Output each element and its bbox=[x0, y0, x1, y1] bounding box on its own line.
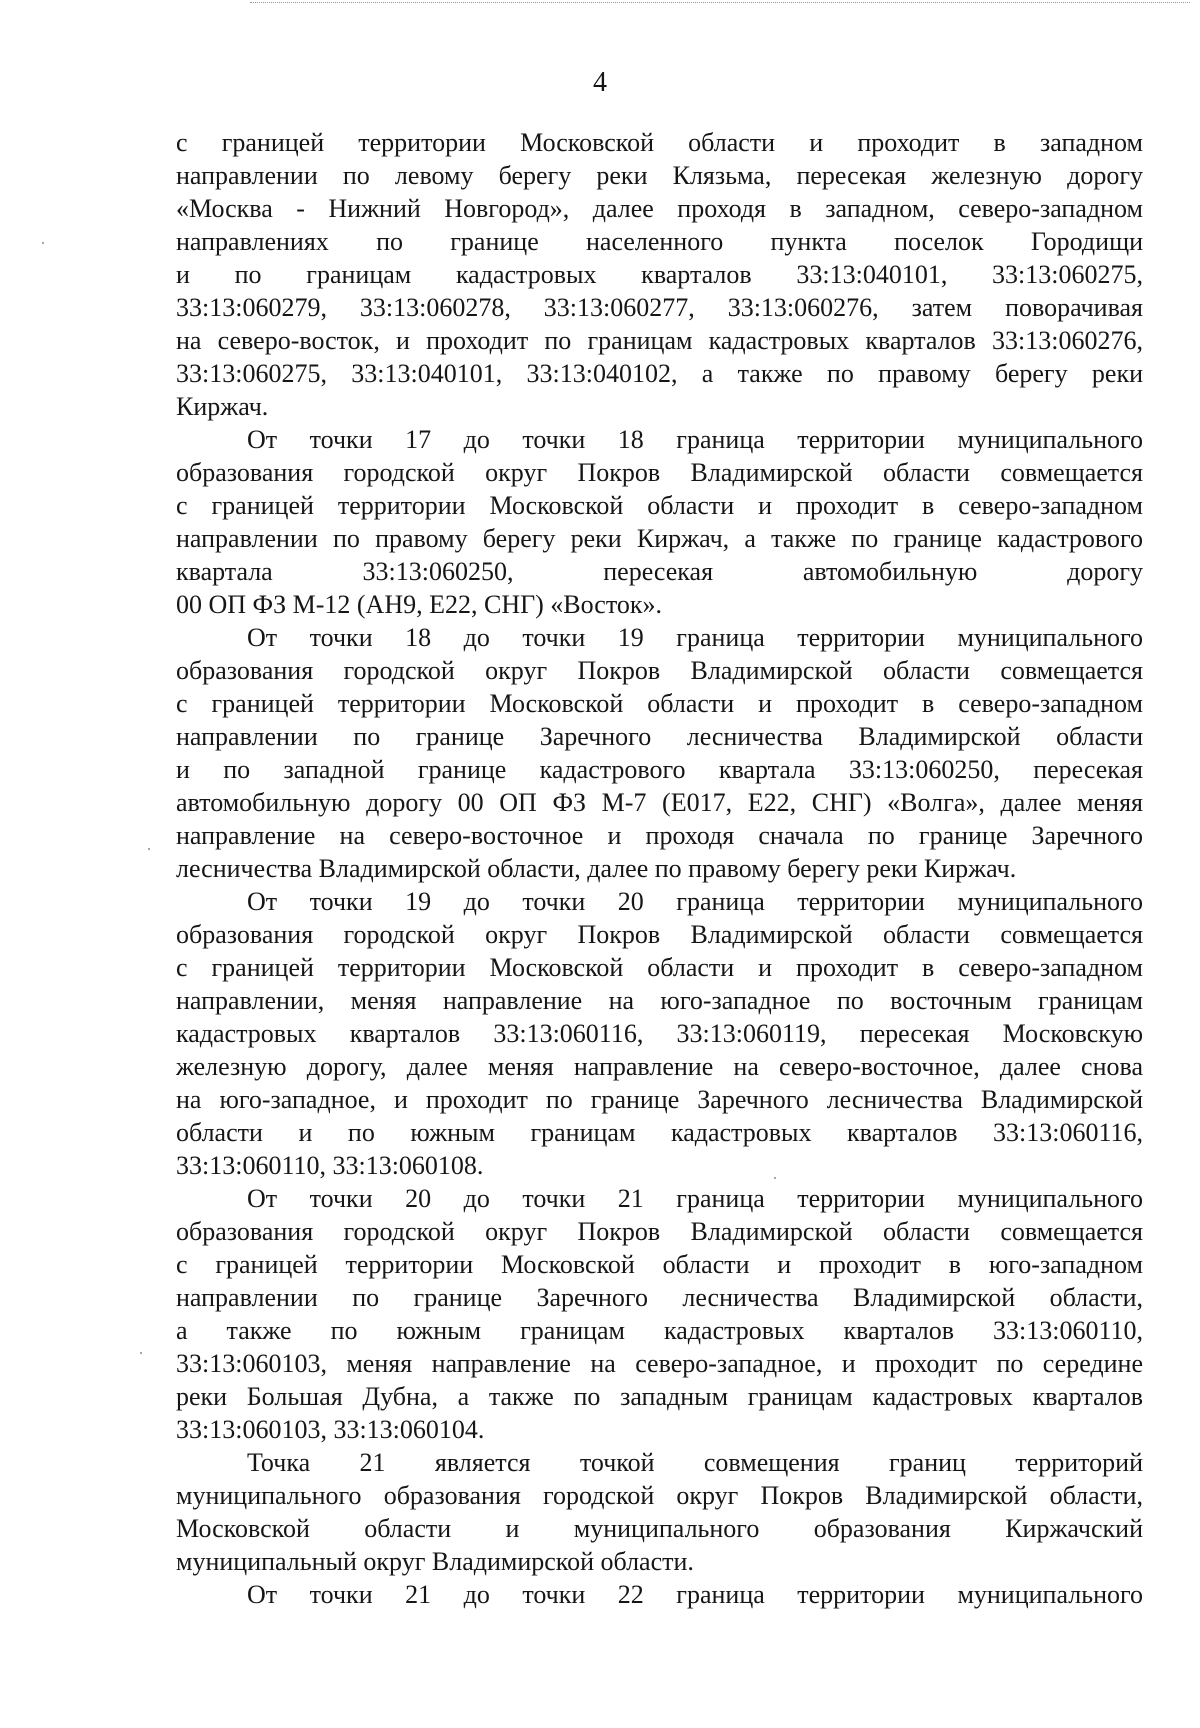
text-line: направлении по правому берегу реки Киржач, а также по границе кадастрового bbox=[176, 524, 1143, 553]
text-line: 33:13:060110, 33:13:060108. bbox=[176, 1151, 484, 1180]
text-line: с границей территории Московской области и проходит в северо-западном bbox=[176, 953, 1143, 982]
text-line: и по границам кадастровых кварталов 33:13:040101, 33:13:060275, bbox=[176, 260, 1143, 289]
text-line: на юго-западное, и проходит по границе Заречного лесничества Владимирской bbox=[176, 1085, 1143, 1114]
text-line: железную дорогу, далее меняя направление на северо-восточное, далее снова bbox=[176, 1052, 1143, 1081]
page-number: 4 bbox=[593, 67, 607, 98]
text-line: муниципального образования городской округ Покров Владимирской области, bbox=[176, 1481, 1143, 1510]
text-line: муниципальный округ Владимирской области. bbox=[176, 1547, 694, 1576]
scan-speck bbox=[42, 242, 44, 244]
text-line: с границей территории Московской области и проходит в западном bbox=[176, 128, 1143, 157]
text-line: образования городской округ Покров Владимирской области совмещается bbox=[176, 1217, 1143, 1246]
text-line: направлении, меняя направление на юго-западное по восточным границам bbox=[176, 986, 1143, 1015]
text-line: направлении по границе Заречного лесничества Владимирской области bbox=[176, 722, 1143, 751]
text-line: 33:13:060275, 33:13:040101, 33:13:040102, а также по правому берегу реки bbox=[176, 359, 1143, 388]
text-line: От точки 19 до точки 20 граница территории муниципального bbox=[247, 887, 1143, 916]
text-line: с границей территории Московской области и проходит в юго-западном bbox=[176, 1250, 1143, 1279]
text-line: лесничества Владимирской области, далее по правому берегу реки Киржач. bbox=[176, 854, 1017, 883]
text-line: Московской области и муниципального образования Киржачский bbox=[176, 1514, 1143, 1543]
text-line: От точки 17 до точки 18 граница территории муниципального bbox=[247, 425, 1143, 454]
text-line: направлениях по границе населенного пункта поселок Городищи bbox=[176, 227, 1143, 256]
text-line: а также по южным границам кадастровых кварталов 33:13:060110, bbox=[176, 1316, 1143, 1345]
paragraph bbox=[176, 621, 1143, 885]
text-line: направлении по границе Заречного лесничества Владимирской области, bbox=[176, 1283, 1143, 1312]
text-line: 00 ОП ФЗ М-12 (АН9, Е22, СНГ) «Восток». bbox=[176, 590, 662, 619]
paragraph bbox=[176, 126, 1143, 423]
text-line: От точки 20 до точки 21 граница территории муниципального bbox=[247, 1184, 1143, 1213]
paragraph bbox=[176, 1446, 1143, 1578]
paragraph bbox=[176, 1578, 1143, 1611]
text-line: 33:13:060279, 33:13:060278, 33:13:060277, 33:13:060276, затем поворачивая bbox=[176, 293, 1143, 322]
text-line: образования городской округ Покров Владимирской области совмещается bbox=[176, 656, 1143, 685]
text-line: с границей территории Московской области и проходит в северо-западном bbox=[176, 491, 1143, 520]
text-line: и по западной границе кадастрового квартала 33:13:060250, пересекая bbox=[176, 755, 1143, 784]
text-line: Точка 21 является точкой совмещения границ территорий bbox=[247, 1448, 1143, 1477]
paragraph bbox=[176, 885, 1143, 1182]
text-line: От точки 18 до точки 19 граница территории муниципального bbox=[247, 623, 1143, 652]
text-line: образования городской округ Покров Владимирской области совмещается bbox=[176, 920, 1143, 949]
text-line: «Москва - Нижний Новгород», далее проходя в западном, северо-западном bbox=[176, 194, 1143, 223]
paragraph bbox=[176, 1182, 1143, 1446]
scan-speck bbox=[140, 1352, 142, 1354]
paragraph bbox=[176, 423, 1143, 621]
scan-speck bbox=[148, 848, 150, 850]
text-line: направление на северо-восточное и проходя сначала по границе Заречного bbox=[176, 821, 1143, 850]
text-line: квартала 33:13:060250, пересекая автомобильную дорогу bbox=[176, 557, 1143, 586]
text-line: реки Большая Дубна, а также по западным границам кадастровых кварталов bbox=[176, 1382, 1143, 1411]
text-line: области и по южным границам кадастровых кварталов 33:13:060116, bbox=[176, 1118, 1143, 1147]
scan-edge-line bbox=[250, 2, 1190, 3]
text-line: кадастровых кварталов 33:13:060116, 33:13:060119, пересекая Московскую bbox=[176, 1019, 1143, 1048]
text-line: 33:13:060103, меняя направление на северо-западное, и проходит по середине bbox=[176, 1349, 1143, 1378]
text-line: с границей территории Московской области и проходит в северо-западном bbox=[176, 689, 1143, 718]
document-body bbox=[176, 126, 1143, 1611]
text-line: Киржач. bbox=[176, 392, 269, 421]
text-line: 33:13:060103, 33:13:060104. bbox=[176, 1415, 485, 1444]
scan-speck bbox=[774, 1177, 776, 1179]
text-line: автомобильную дорогу 00 ОП ФЗ М-7 (Е017, Е22, СНГ) «Волга», далее меняя bbox=[176, 788, 1143, 817]
text-line: От точки 21 до точки 22 граница территории муниципального bbox=[247, 1580, 1143, 1609]
text-line: образования городской округ Покров Владимирской области совмещается bbox=[176, 458, 1143, 487]
text-line: на северо-восток, и проходит по границам кадастровых кварталов 33:13:060276, bbox=[176, 326, 1143, 355]
text-line: направлении по левому берегу реки Клязьма, пересекая железную дорогу bbox=[176, 161, 1143, 190]
